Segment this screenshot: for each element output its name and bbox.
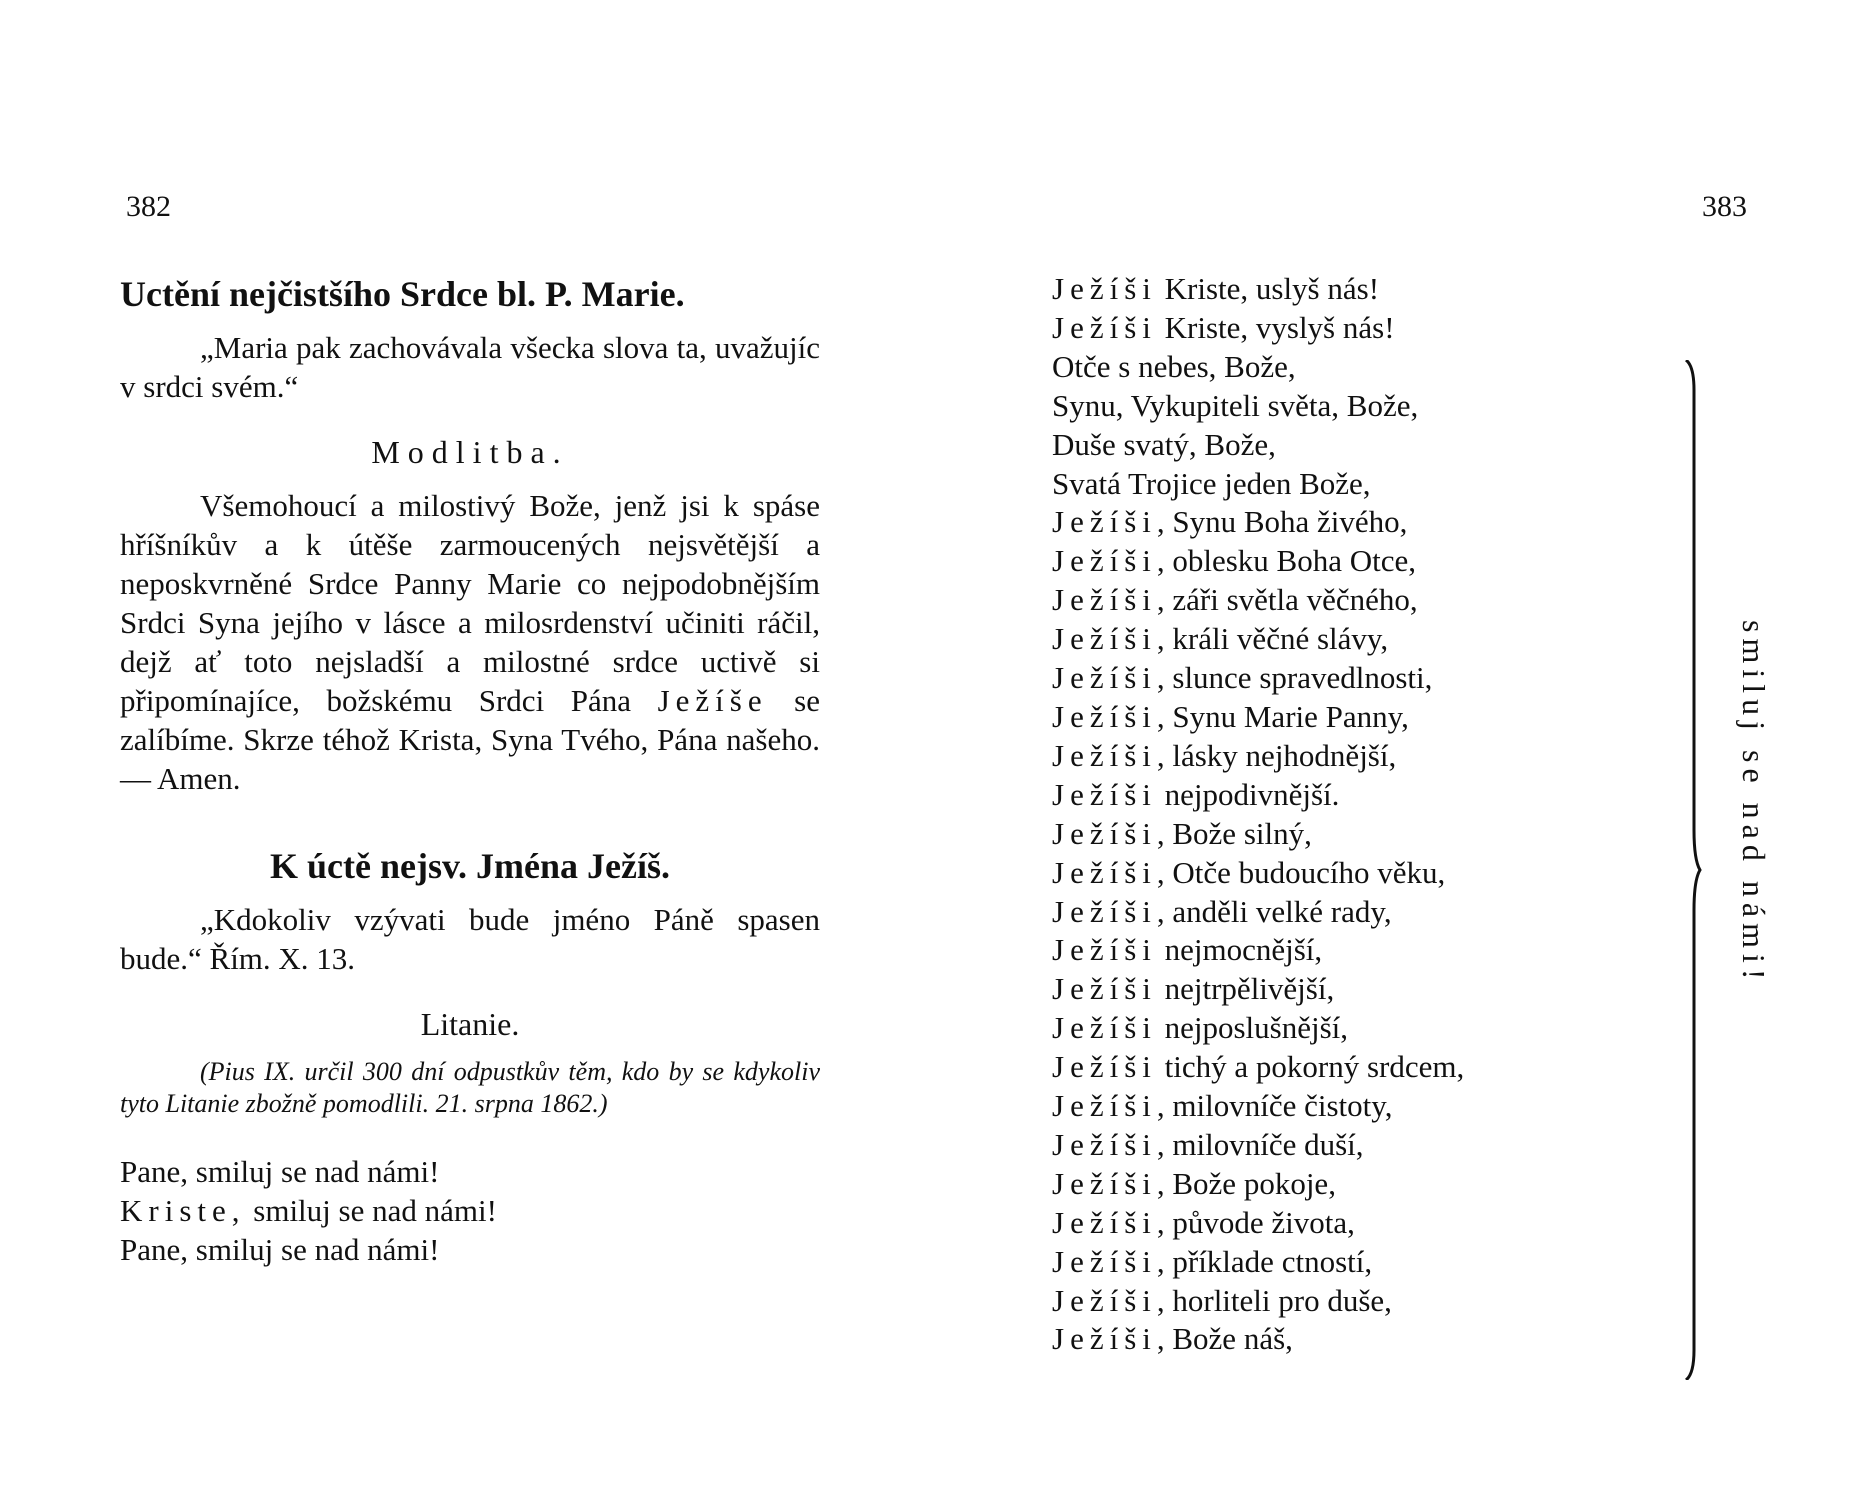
litany-text: , původe života, (1156, 1204, 1355, 1240)
indulgence-note: (Pius IX. určil 300 dní odpustkův těm, kdo by se kdykoliv tyto Litanie zbožně pomodlili. 21. srpna 1862.) (120, 1057, 820, 1118)
right-page (1052, 270, 1652, 1359)
prayer-text-name: Ježíše (657, 683, 768, 718)
opening-invocations (120, 1152, 820, 1269)
litany-text: Duše svatý, Bože, (1052, 426, 1276, 462)
litany-text: , příklade ctností, (1156, 1243, 1373, 1279)
prayer-text-part-a: Všemohoucí a milostivý Bože, jenž jsi k spáse hříšníkův a k útěše zarmoucených nejsvětější a neposkvrněné Srdce Panny Marie co nejpodobnějším Srdci Syna jejího v lásce a milosrdenství učiniti ráčil, dejž ať toto nejsladší a milostné srdce uctivě si připomínajíce, božskému Srdci Pána (120, 488, 820, 718)
section-title-heart-of-mary: Uctění nejčistšího Srdce bl. P. Marie. (120, 274, 685, 314)
invocation-rest: smiluj se nad námi! (188, 1154, 440, 1189)
litany-line (1052, 1087, 1652, 1126)
litany-text: , Otče budoucího věku, (1156, 854, 1446, 890)
invocation-rest: smiluj se nad námi! (188, 1232, 440, 1267)
invocation-line (120, 1191, 820, 1230)
litany-line (1052, 737, 1652, 776)
litany-name: Ježíši (1052, 1049, 1157, 1085)
litany-text: Kriste, vyslyš nás! (1156, 309, 1395, 345)
litany-name: Ježíši (1052, 660, 1157, 696)
litany-line (1052, 893, 1652, 932)
page-number-left: 382 (126, 190, 171, 223)
litany-name: Ježíši (1052, 698, 1157, 734)
brace (1682, 360, 1702, 1380)
section-title-name-of-jesus: K úctě nejsv. Jména Ježíš. (270, 846, 670, 886)
litany-line (1052, 1282, 1652, 1321)
litany-name: Ježíši (1052, 543, 1157, 579)
litany-text: nejtrpělivější, (1156, 971, 1335, 1007)
litany-text: nejposlušnější, (1156, 1010, 1349, 1046)
litany-line (1052, 309, 1652, 348)
litany-name: Ježíši (1052, 1282, 1157, 1318)
litany-line (1052, 970, 1652, 1009)
litany-line (1052, 931, 1652, 970)
litany-name: Ježíši (1052, 971, 1157, 1007)
litany-name: Ježíši (1052, 815, 1157, 851)
invocation-line (120, 1152, 820, 1191)
litany-text: , Bože silný, (1156, 815, 1312, 851)
litany-name: Ježíši (1052, 1088, 1157, 1124)
litany-text: , Synu Marie Panny, (1156, 698, 1409, 734)
litany-line (1052, 1320, 1652, 1359)
litany-text: nejmocnější, (1156, 932, 1323, 968)
invocation-rest: smiluj se nad námi! (245, 1193, 497, 1228)
litany-text: , králi věčné slávy, (1156, 621, 1389, 657)
litany-line (1052, 465, 1652, 504)
litany-name: Ježíši (1052, 1321, 1157, 1357)
litany-name: Ježíši (1052, 504, 1157, 540)
litany-name: Ježíši (1052, 932, 1157, 968)
litany-line (1052, 1009, 1652, 1048)
litany-text: , horliteli pro duše, (1156, 1282, 1392, 1318)
invocation-lead: Kriste, (120, 1193, 246, 1228)
invocation-lead: Pane, (120, 1154, 189, 1189)
litany-line (1052, 659, 1652, 698)
litany-response: smiluj se nad námi! (1736, 620, 1772, 986)
litany-line (1052, 854, 1652, 893)
litany-line (1052, 1126, 1652, 1165)
litany-text: Synu, Vykupiteli světa, Bože, (1052, 387, 1419, 423)
litany-text: , anděli velké rady, (1156, 893, 1392, 929)
litany-name: Ježíši (1052, 1010, 1157, 1046)
litany-text: Otče s nebes, Bože, (1052, 348, 1296, 384)
prayer-text (120, 486, 820, 798)
litany-line (1052, 620, 1652, 659)
litany-line (1052, 542, 1652, 581)
litany-text: , Synu Boha živého, (1156, 504, 1408, 540)
litany-line (1052, 426, 1652, 465)
litany-name: Ježíši (1052, 271, 1157, 306)
litany-name: Ježíši (1052, 621, 1157, 657)
litany-line (1052, 698, 1652, 737)
litany-lines (1052, 270, 1652, 1359)
litany-line (1052, 1165, 1652, 1204)
litany-name: Ježíši (1052, 1204, 1157, 1240)
litany-line (1052, 1204, 1652, 1243)
litany-name: Ježíši (1052, 893, 1157, 929)
litany-text: , milovníče čistoty, (1156, 1088, 1393, 1124)
litany-text: nejpodivnější. (1156, 776, 1340, 812)
invocation-lead: Pane, (120, 1232, 189, 1267)
litany-line (1052, 348, 1652, 387)
litany-name: Ježíši (1052, 582, 1157, 618)
litany-text: , slunce spravedlnosti, (1156, 660, 1433, 696)
invocation-line (120, 1230, 820, 1269)
litany-line (1052, 581, 1652, 620)
litany-text: , oblesku Boha Otce, (1156, 543, 1417, 579)
litany-text: Kriste, uslyš nás! (1156, 271, 1380, 306)
litany-name: Ježíši (1052, 776, 1157, 812)
litany-text: , Bože pokoje, (1156, 1165, 1336, 1201)
litany-text: tichý a pokorný srdcem, (1156, 1049, 1465, 1085)
litany-text: , milovníče duší, (1156, 1126, 1364, 1162)
litany-name: Ježíši (1052, 1243, 1157, 1279)
litany-line (1052, 387, 1652, 426)
litany-text: Svatá Trojice jeden Bože, (1052, 465, 1371, 501)
litany-text: , lásky nejhodnější, (1156, 737, 1397, 773)
litany-line (1052, 270, 1652, 309)
litany-line (1052, 815, 1652, 854)
litany-name: Ježíši (1052, 854, 1157, 890)
litany-line (1052, 503, 1652, 542)
left-page (120, 270, 820, 1269)
litany-name: Ježíši (1052, 737, 1157, 773)
page-number-right: 383 (1702, 190, 1747, 223)
litany-heading: Litanie. (420, 1006, 520, 1042)
litany-line (1052, 1048, 1652, 1087)
litany-name: Ježíši (1052, 1165, 1157, 1201)
prayer-text-part-b: se zalíbíme. Skrze téhož Krista, Syna Tvého, Pána našeho. — Amen. (120, 683, 820, 796)
litany-name: Ježíši (1052, 309, 1157, 345)
motto-heart-of-mary: „Maria pak zachovávala všecka slova ta, uvažujíc v srdci svém.“ (120, 330, 820, 404)
litany-text: , záři světla věčného, (1156, 582, 1418, 618)
litany-text: , Bože náš, (1156, 1321, 1293, 1357)
motto-name-of-jesus: „Kdokoliv vzývati bude jméno Páně spasen bude.“ Řím. X. 13. (120, 902, 820, 976)
prayer-heading: Modlitba. (371, 434, 569, 470)
litany-line (1052, 1243, 1652, 1282)
litany-name: Ježíši (1052, 1126, 1157, 1162)
litany-line (1052, 776, 1652, 815)
